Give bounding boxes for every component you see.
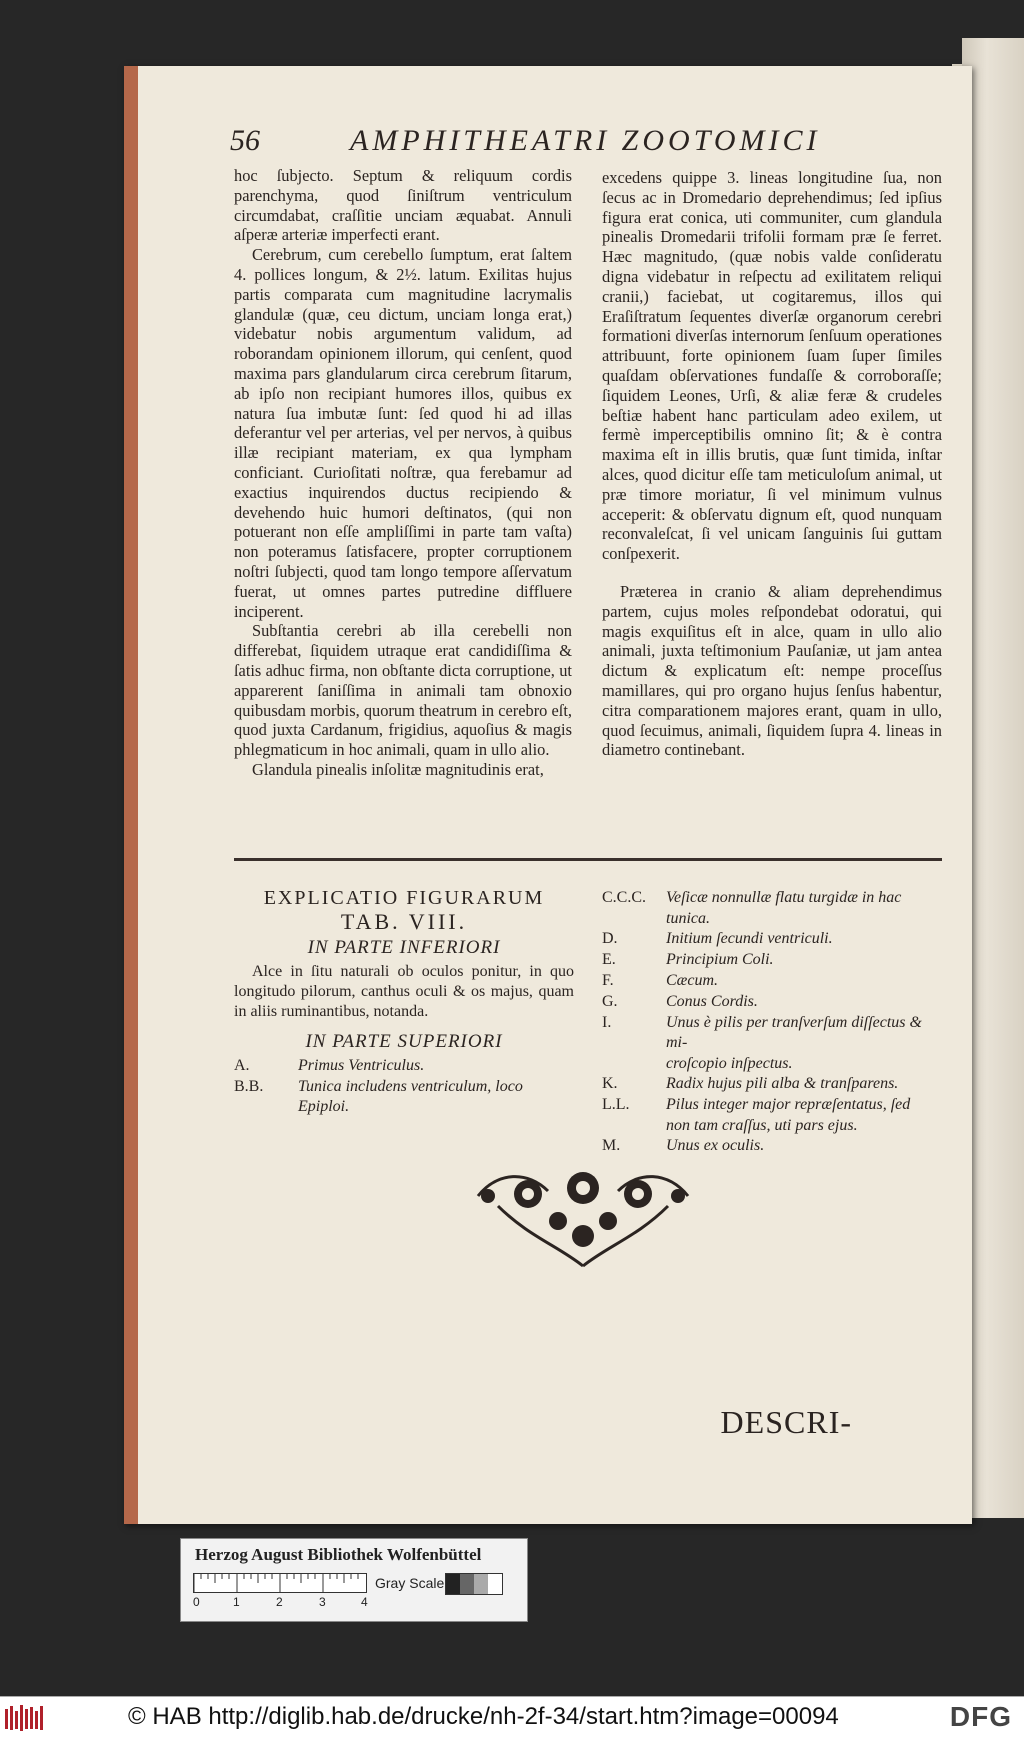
dfg-logo: DFG <box>949 1701 1012 1732</box>
legend-item <box>602 971 946 991</box>
hab-logo-icon <box>4 1703 46 1733</box>
library-name: Herzog August Bibliothek Wolfenbüttel <box>195 1545 482 1564</box>
ruler-number: 1 <box>233 1595 240 1609</box>
legend-item <box>602 1136 946 1156</box>
plate-number: TAB. VIII. <box>340 909 468 934</box>
gray-scale-swatches <box>445 1573 503 1595</box>
legend-value: Veſicæ nonnullæ flatu turgidæ in hac <box>666 889 902 906</box>
legend-key: M. <box>602 1137 621 1154</box>
viewer-footer <box>0 1696 1024 1737</box>
legend-key: C.C.C. <box>602 889 647 906</box>
library-label-card <box>180 1538 528 1622</box>
legend-continuation: croſcopio inſpectus. <box>666 1055 793 1072</box>
explicatio-left <box>234 888 574 1118</box>
ruler-number: 3 <box>319 1595 326 1609</box>
legend-value: Cæcum. <box>666 972 718 989</box>
ruler-number: 2 <box>276 1595 283 1609</box>
gray-scale-label: Gray Scale <box>375 1575 445 1591</box>
legend-item <box>234 1077 574 1117</box>
ruler-number: 4 <box>361 1595 368 1609</box>
book-page <box>124 66 972 1524</box>
running-head-title: AMPHITHEATRI ZOOTOMICI <box>350 124 821 157</box>
legend-key: D. <box>602 930 618 947</box>
legend-item <box>602 1095 946 1115</box>
explicatio-right <box>602 888 946 1157</box>
legend-value: Tunica includens ventriculum, loco Epiploi. <box>298 1078 523 1115</box>
legend-key: E. <box>602 951 616 968</box>
paragraph: Subſtantia cerebri ab illa cerebelli non differebat, ſiquidem utraque erat candidiſſima & ſatis adhuc firma, non obſtante dicta corruptione, ut apparerent ſaniſſima in animali tam obnoxio quibusdam morbis, quorum theatrum in cerebro eſt, quod juxta Cardanum, frigidius, aquoſius & magis phlegmaticum in hoc animali, quam in ullo alio. <box>234 621 572 760</box>
legend-value: Pilus integer major repræſentatus, ſed <box>666 1096 911 1113</box>
legend-item <box>602 1074 946 1094</box>
legend-value: Radix hujus pili alba & tranſparens. <box>666 1075 899 1092</box>
ruler-number: 0 <box>193 1595 200 1609</box>
page-number: 56 <box>230 124 260 157</box>
running-head <box>230 124 852 164</box>
legend-item <box>602 950 946 970</box>
superior-heading: IN PARTE SUPERIORI <box>305 1031 503 1052</box>
legend-key: I. <box>602 1014 612 1031</box>
legend-key: F. <box>602 972 614 989</box>
copyright-link[interactable]: © HAB http://diglib.hab.de/drucke/nh-2f-34/start.htm?image=00094 <box>128 1703 839 1730</box>
legend-value: Conus Cordis. <box>666 993 758 1010</box>
inferior-heading: IN PARTE INFERIORI <box>307 937 501 958</box>
legend-item <box>602 1013 946 1053</box>
legend-value: Unus ex oculis. <box>666 1137 765 1154</box>
paragraph: Præterea in cranio & aliam deprehendimus partem, cujus moles reſpondebat odoratui, qui magis exquiſitus eſt in alce, quam in ullo alio animali, juxta teſtimonium Pauſaniæ, ut jam antea dictum & explicatum eſt: nempe proceſſus mamillares, qui pro organo hujus ſenſus habentur, citra comparationem majores erant, quam in ullo, quod ſecuimus, animali, ſiquidem ſupra 4. lineas in diametro continebant. <box>602 581 942 760</box>
legend-value: Initium ſecundi ventriculi. <box>666 930 833 947</box>
section-divider <box>234 858 942 865</box>
inferior-text: Alce in ſitu naturali ob oculos ponitur, in quo longitudo pilorum, canthus oculi & os majus, quam in aliis ruminantibus, notanda. <box>234 963 574 1020</box>
legend-key: B.B. <box>234 1078 264 1095</box>
legend-item <box>602 929 946 949</box>
legend-item <box>602 992 946 1012</box>
legend-continuation: tunica. <box>666 910 710 927</box>
paragraph: hoc ſubjecto. Septum & reliquum cordis parenchyma, quod ſiniſtrum ventriculum circumdabat, craſſitie unciam æquabat. Annuli aſperæ arteriæ imperfecti erant. <box>234 166 572 245</box>
legend-value: Unus è pilis per tranſverſum diſſectus & mi- <box>666 1014 922 1051</box>
text-column-right <box>602 168 942 760</box>
catchword: DESCRI- <box>720 1404 852 1440</box>
legend-key: K. <box>602 1075 618 1092</box>
legend-key: G. <box>602 993 618 1010</box>
legend-key: L.L. <box>602 1096 630 1113</box>
legend-list-left <box>234 1056 574 1117</box>
legend-item <box>602 888 946 908</box>
paragraph: Glandula pinealis inſolitæ magnitudinis erat, <box>252 759 544 779</box>
legend-continuation: non tam craſſus, uti pars ejus. <box>666 1117 858 1134</box>
floral-ornament <box>468 1166 698 1276</box>
legend-item <box>234 1056 574 1076</box>
scale-ruler <box>193 1573 367 1593</box>
legend-value: Primus Ventriculus. <box>298 1057 425 1074</box>
paragraph: Cerebrum, cum cerebello ſumptum, erat ſaltem 4. pollices longum, & 2½. latum. Exilitas hujus partis comparata cum magnitudine lacrymalis glandulæ (quæ, ceu dictum, unciam longa erat,) videbatur nobis argumentum validum, ad roborandam opinionem illorum, qui cenſent, quod maxima pars glandularum circa cerebrum ſitarum, ab ipſo non recipiant humores illos, quibus ex natura ſua imbutæ ſunt: ſed quod hi ad illas deferantur vel per arterias, vel per nervos, à quibus illæ recipiant materiam, ex qua lympham conficiant. Curioſitati noſtræ, qua ferebamur ad exactius inquirendos ductus recipiendo & devehendo huic humori deſtinatos, (qui non potuerant non eſſe ampliſſimi in parte tam vaſta) non poteramus ſatisfacere, propter corruptionem noſtri ſubjecti, quod tam longo tempore aſſervatum fuerat, ut omnes partes putredine diffluere inciperent. <box>234 245 572 621</box>
explicatio-title: EXPLICATIO FIGURARUM <box>263 887 545 909</box>
legend-key: A. <box>234 1057 250 1074</box>
paragraph: excedens quippe 3. lineas longitudine ſua, non ſecus ac in Dromedario deprehendimus; ſed ipſius figura erat conica, uti communiter, cum glandula pinealis Dromedarii trifolii formam præ ſe ferret. Hæc magnitudo, (quæ nobis valde conſideratu digna videbatur in reſpectu ad exilitatem reliqui cranii,) faciebat, ut cogitaremus, illos qui Eraſiſtratum ſequentes diverſæ organorum cerebri formationi diverſas internorum ſenſuum operationes attribuunt, forte opinionem ſuam ſuper ſimiles quaſdam obſervationes fundaſſe & corroboraſſe; ſiquidem Leones, Urſi, & aliæ feræ & crudeles beſtiæ habent hanc particulam adeo exilem, ut fermè imperceptibilis omnino ſit; & è contra maxima eſt in illis brutis, quæ ſunt timida, inſtar alces, quod dicitur eſſe tam meticuloſum animal, ut præ timore moriatur, ſi vel minimum vulnus acceperit: & obſervatu dignum eſt, quod nunquam reconvaleſcat, ſi vel unicam ſanguinis ſui guttam conſpexerit. <box>602 168 942 564</box>
text-column-left <box>234 166 572 780</box>
legend-value: Principium Coli. <box>666 951 774 968</box>
